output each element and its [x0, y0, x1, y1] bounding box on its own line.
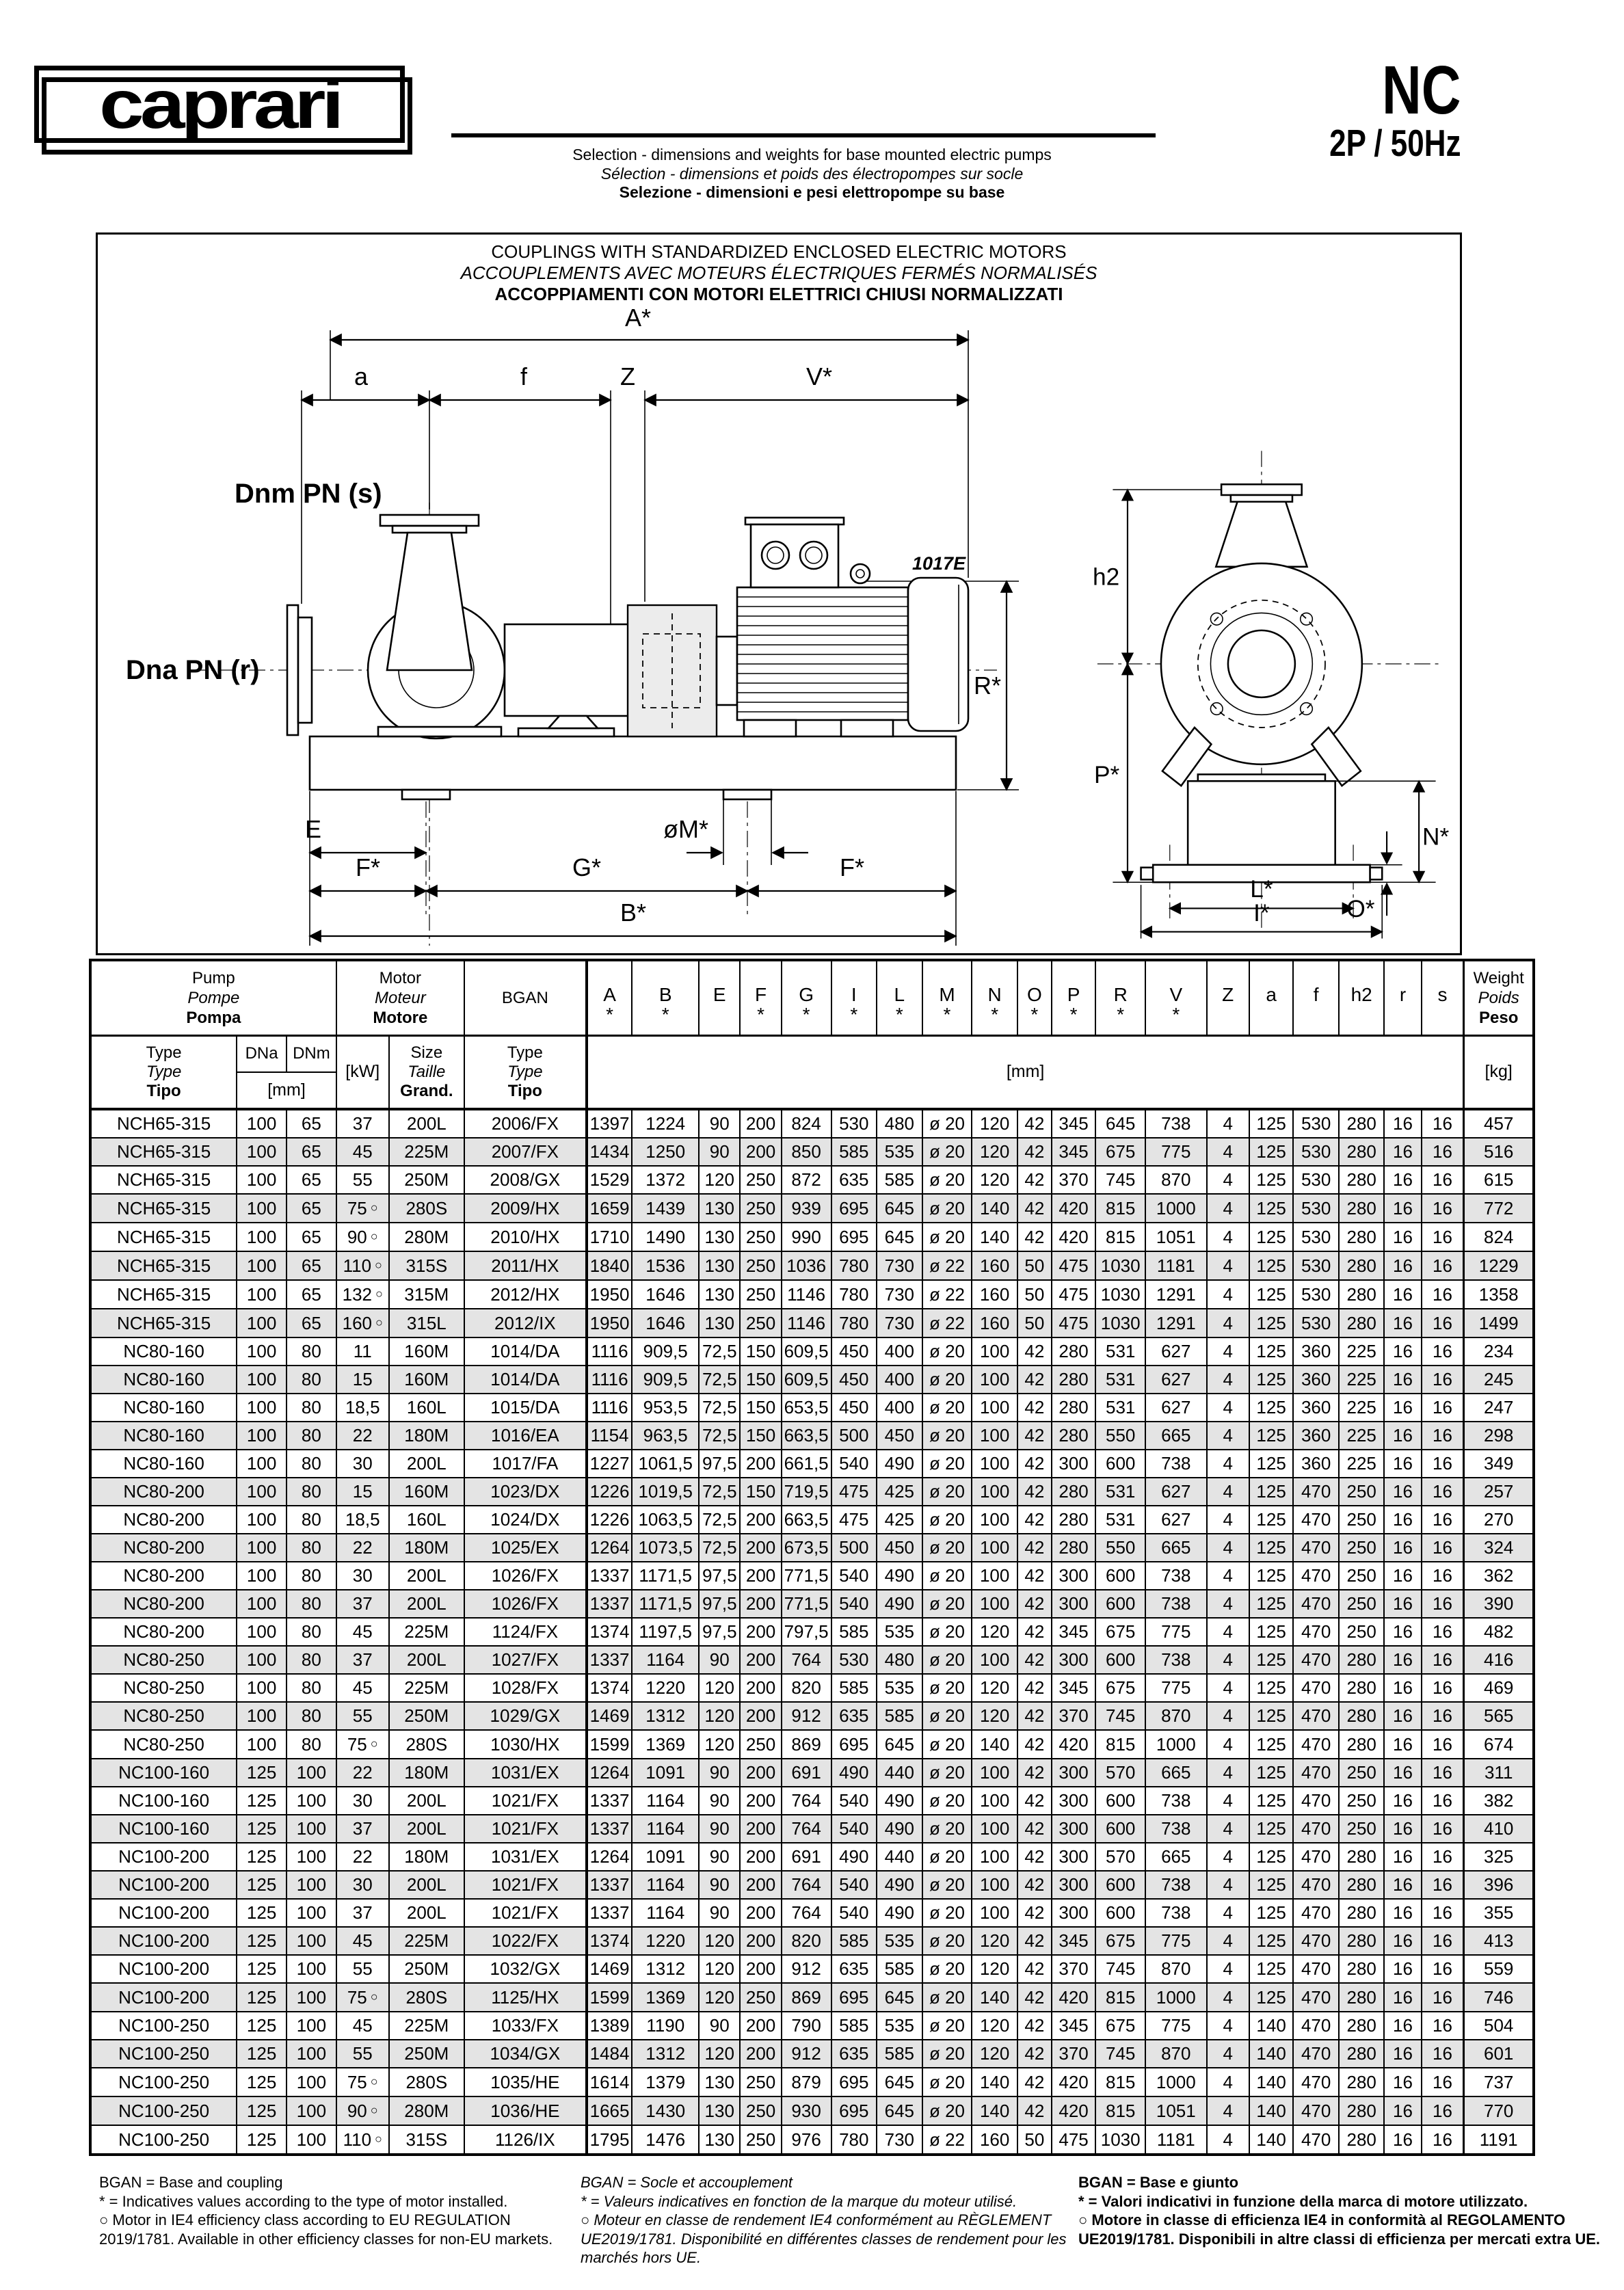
footnote-line: BGAN = Base e giunto — [1078, 2174, 1239, 2191]
table-row: NC100-250 125 100 90 ○ 280M 1036/HE 1665 1430 130 250 930 695 645 ø 20 140 42 420 815 1051 4 140 470 280 16 16 770 — [90, 2096, 1534, 2125]
footnote-en — [99, 2173, 570, 2267]
col-header-N: N * — [972, 960, 1017, 1035]
table-row: NC100-200 125 100 30 200L 1021/FX 1337 1164 90 200 764 540 490 ø 20 100 42 300 600 738 4 125 470 280 16 16 396 — [90, 1871, 1534, 1899]
subtitle-fr: Sélection - dimensions et poids des électropompes sur socle — [600, 164, 1024, 183]
table-row: NC100-200 125 100 37 200L 1021/FX 1337 1164 90 200 764 540 490 ø 20 100 42 300 600 738 4 125 470 280 16 16 355 — [90, 1899, 1534, 1927]
table-row: NC100-250 125 100 110 ○ 315S 1126/IX 1795 1476 130 250 976 780 730 ø 22 160 50 475 1030 1181 4 140 470 280 16 16 1191 — [90, 2125, 1534, 2155]
col-header-G: G * — [782, 960, 831, 1035]
table-row: NC100-250 125 100 75 ○ 280S 1035/HE 1614 1379 130 250 879 695 645 ø 20 140 42 420 815 1000 4 140 470 280 16 16 737 — [90, 2068, 1534, 2096]
table-row: NC100-160 125 100 22 180M 1031/EX 1264 1091 90 200 691 490 440 ø 20 100 42 300 570 665 4 125 470 250 16 16 311 — [90, 1759, 1534, 1787]
pump-front-view-drawing — [1061, 441, 1456, 944]
table-row: NC80-200 100 80 30 200L 1026/FX 1337 1171,5 97,5 200 771,5 540 490 ø 20 100 42 300 600 738 4 125 470 250 16 16 362 — [90, 1562, 1534, 1590]
box-title-fr: ACCOUPLEMENTS AVEC MOTEURS ÉLECTRIQUES FERMÉS NORMALISÉS — [460, 263, 1097, 283]
table-row: NC80-250 100 80 37 200L 1027/FX 1337 1164 90 200 764 530 480 ø 20 100 42 300 600 738 4 125 470 280 16 16 416 — [90, 1646, 1534, 1674]
table-subheader-row — [90, 1035, 1534, 1072]
table-row: NC80-250 100 80 75 ○ 280S 1030/HX 1599 1369 120 250 869 695 645 ø 20 140 42 420 815 1000 4 125 470 280 16 16 674 — [90, 1730, 1534, 1759]
table-row: NC80-200 100 80 15 160M 1023/DX 1226 1019,5 72,5 150 719,5 475 425 ø 20 100 42 280 531 627 4 125 470 250 16 16 257 — [90, 1478, 1534, 1506]
table-row: NC100-200 125 100 45 225M 1022/FX 1374 1220 120 200 820 585 535 ø 20 120 42 345 675 775 4 125 470 280 16 16 413 — [90, 1927, 1534, 1955]
dim-label-L: L* — [1250, 875, 1273, 903]
box-title-it: ACCOPPIAMENTI CON MOTORI ELETTRICI CHIUSI NORMALIZZATI — [494, 284, 1063, 304]
bgan-type-subheader: Type Type Tipo — [464, 1035, 587, 1109]
dim-label-B: B* — [620, 898, 647, 927]
table-header-groups — [90, 960, 1534, 1035]
table-row: NCH65-315 100 65 90 ○ 280M 2010/HX 1710 1490 130 250 990 695 645 ø 20 140 42 420 815 1051 4 125 530 280 16 16 824 — [90, 1223, 1534, 1251]
pump-unit-shapes — [287, 515, 968, 799]
table-row: NC100-250 125 100 45 225M 1033/FX 1389 1190 90 200 790 585 535 ø 20 120 42 345 675 775 4 140 470 280 16 16 504 — [90, 2012, 1534, 2040]
table-row: NCH65-315 100 65 132 ○ 315M 2012/HX 1950 1646 130 250 1146 780 730 ø 22 160 50 475 1030 1291 4 125 530 280 16 16 1358 — [90, 1280, 1534, 1309]
dim-label-h2: h2 — [1092, 563, 1120, 591]
pump-group-header: Pump Pompe Pompa — [90, 960, 336, 1035]
dimensions-weights-table — [89, 959, 1535, 2156]
dnm-subheader: DNm — [287, 1035, 336, 1072]
table-row: NC100-200 125 100 75 ○ 280S 1125/HX 1599 1369 120 250 869 695 645 ø 20 140 42 420 815 1000 4 125 470 280 16 16 746 — [90, 1983, 1534, 2012]
table-row: NC80-160 100 80 30 200L 1017/FA 1227 1061,5 97,5 200 661,5 540 490 ø 20 100 42 300 600 738 4 125 360 225 16 16 349 — [90, 1450, 1534, 1478]
table-row: NC80-250 100 80 45 225M 1028/FX 1374 1220 120 200 820 585 535 ø 20 120 42 345 675 775 4 125 470 280 16 16 469 — [90, 1674, 1534, 1702]
pump-side-view-drawing — [108, 297, 1059, 947]
header-rule — [451, 133, 1156, 137]
dim-label-I: I* — [1253, 900, 1270, 927]
subtitle-en: Selection - dimensions and weights for base mounted electric pumps — [572, 146, 1052, 163]
col-header-f: f — [1293, 960, 1339, 1035]
box-title — [98, 241, 1460, 305]
product-code: NC — [1382, 52, 1461, 129]
dn-mm-units-header: [mm] — [237, 1072, 336, 1109]
col-header-Z: Z — [1207, 960, 1249, 1035]
col-header-h2: h2 — [1339, 960, 1385, 1035]
table-row: NC80-160 100 80 18,5 160L 1015/DA 1116 953,5 72,5 150 653,5 450 400 ø 20 100 42 280 531 627 4 125 360 225 16 16 247 — [90, 1394, 1534, 1422]
table-row: NC80-200 100 80 37 200L 1026/FX 1337 1171,5 97,5 200 771,5 540 490 ø 20 100 42 300 600 738 4 125 470 250 16 16 390 — [90, 1590, 1534, 1618]
table-row: NC100-200 125 100 55 250M 1032/GX 1469 1312 120 200 912 635 585 ø 20 120 42 370 745 870 4 125 470 280 16 16 559 — [90, 1955, 1534, 1983]
footnote-line: BGAN = Socle et accouplement — [581, 2174, 793, 2191]
col-header-a: a — [1249, 960, 1293, 1035]
footnote-line: ○ Motor in IE4 efficiency class according to EU REGULATION 2019/1781. Available in other efficiency classes for non-EU markets. — [99, 2211, 553, 2248]
bgan-column-header: BGAN — [464, 960, 587, 1035]
weight-column-header: Weight Poids Peso — [1464, 960, 1534, 1035]
footnote-line: * = Valeurs indicatives en fonction de la marque du moteur utilisé. — [581, 2192, 1017, 2210]
dim-label-Z: Z — [620, 362, 635, 390]
table-row: NC100-160 125 100 30 200L 1021/FX 1337 1164 90 200 764 540 490 ø 20 100 42 300 600 738 4 125 470 250 16 16 382 — [90, 1787, 1534, 1815]
dnm-flange-label: Dnm PN (s) — [235, 479, 382, 509]
table-row: NC80-160 100 80 22 180M 1016/EA 1154 963,5 72,5 150 663,5 500 450 ø 20 100 42 280 550 665 4 125 360 225 16 16 298 — [90, 1422, 1534, 1450]
col-header-M: M * — [922, 960, 972, 1035]
pump-type-subheader: Type Type Tipo — [90, 1035, 237, 1109]
col-header-R: R * — [1095, 960, 1145, 1035]
table-row: NC80-250 100 80 55 250M 1029/GX 1469 1312 120 200 912 635 585 ø 20 120 42 370 745 870 4 125 470 280 16 16 565 — [90, 1702, 1534, 1730]
col-header-P: P * — [1052, 960, 1095, 1035]
col-header-s: s — [1422, 960, 1464, 1035]
front-view-shapes — [1141, 484, 1383, 882]
motor-group-header: Motor Moteur Motore — [336, 960, 464, 1035]
footnote-line: * = Indicatives values according to the type of motor installed. — [99, 2192, 508, 2210]
footnotes — [99, 2173, 1610, 2267]
dim-label-O: O* — [1346, 896, 1375, 923]
motor-size-subheader: Size Taille Grand. — [389, 1035, 464, 1109]
dim-label-M: øM* — [663, 815, 708, 843]
col-header-B: B * — [632, 960, 699, 1035]
caprari-logo-text: caprari — [98, 66, 341, 143]
col-header-E: E — [699, 960, 740, 1035]
footnote-line: ○ Moteur en classe de rendement IE4 conformément au RÈGLEMENT UE2019/1781. Disponibilité en différentes classes de rendement pour les marchés hors UE. — [581, 2211, 1067, 2266]
box-title-en: COUPLINGS WITH STANDARDIZED ENCLOSED ELECTRIC MOTORS — [491, 241, 1067, 262]
dim-label-f: f — [520, 362, 528, 390]
footnote-line: BGAN = Base and coupling — [99, 2174, 283, 2191]
table-row: NC80-200 100 80 22 180M 1025/EX 1264 1073,5 72,5 200 673,5 500 450 ø 20 100 42 280 550 665 4 125 470 250 16 16 324 — [90, 1534, 1534, 1562]
mm-units-header: [mm] — [587, 1035, 1464, 1109]
table-row: NC100-200 125 100 22 180M 1031/EX 1264 1091 90 200 691 490 440 ø 20 100 42 300 570 665 4 125 470 280 16 16 325 — [90, 1843, 1534, 1871]
dim-label-V: V* — [806, 362, 833, 390]
table-row: NC80-200 100 80 18,5 160L 1024/DX 1226 1063,5 72,5 200 663,5 475 425 ø 20 100 42 280 531 627 4 125 470 250 16 16 270 — [90, 1506, 1534, 1534]
dim-label-a: a — [354, 362, 369, 390]
table-row: NCH65-315 100 65 55 250M 2008/GX 1529 1372 120 250 872 635 585 ø 20 120 42 370 745 870 4 125 530 280 16 16 615 — [90, 1166, 1534, 1194]
dim-label-N: N* — [1422, 823, 1450, 851]
table-row: NC80-200 100 80 45 225M 1124/FX 1374 1197,5 97,5 200 797,5 585 535 ø 20 120 42 345 675 775 4 125 470 250 16 16 482 — [90, 1618, 1534, 1646]
col-header-I: I * — [831, 960, 877, 1035]
col-header-L: L * — [877, 960, 922, 1035]
couplings-drawing-box — [96, 232, 1462, 955]
table-row: NC100-250 125 100 55 250M 1034/GX 1484 1312 120 200 912 635 585 ø 20 120 42 370 745 870 4 140 470 280 16 16 601 — [90, 2040, 1534, 2068]
kg-units-header: [kg] — [1464, 1035, 1534, 1109]
dim-label-F-left: F* — [356, 853, 380, 881]
col-header-r: r — [1384, 960, 1421, 1035]
product-subcode: 2P / 50Hz — [1329, 122, 1461, 164]
footnote-line: ○ Motore in classe di efficienza IE4 in conformità al REGOLAMENTO UE2019/1781. Disponibili in altre classi di efficienza per mercati extra UE. — [1078, 2211, 1600, 2248]
table-row: NCH65-315 100 65 110 ○ 315S 2011/HX 1840 1536 130 250 1036 780 730 ø 22 160 50 475 1030 1181 4 125 530 280 16 16 1229 — [90, 1251, 1534, 1280]
dim-label-F-right: F* — [840, 853, 864, 881]
col-header-F: F * — [740, 960, 781, 1035]
table-row: NC100-160 125 100 37 200L 1021/FX 1337 1164 90 200 764 540 490 ø 20 100 42 300 600 738 4 125 470 250 16 16 410 — [90, 1815, 1534, 1843]
table-row: NCH65-315 100 65 75 ○ 280S 2009/HX 1659 1439 130 250 939 695 645 ø 20 140 42 420 815 1000 4 125 530 280 16 16 772 — [90, 1194, 1534, 1223]
col-header-O: O * — [1017, 960, 1052, 1035]
footnote-it — [1078, 2173, 1605, 2267]
dim-label-R: R* — [973, 671, 1001, 700]
subtitle-it: Selezione - dimensioni e pesi elettropompe su base — [619, 183, 1005, 201]
dim-label-G: G* — [572, 853, 602, 881]
dna-flange-label: Dna PN (r) — [126, 655, 260, 685]
dim-label-A: A* — [624, 304, 652, 332]
footnote-fr — [581, 2173, 1067, 2267]
footnote-line: * = Valori indicativi in funzione della marca di motore utilizzato. — [1078, 2192, 1528, 2210]
table-row: NCH65-315 100 65 37 200L 2006/FX 1397 1224 90 200 824 530 480 ø 20 120 42 345 645 738 4 125 530 280 16 16 457 — [90, 1109, 1534, 1138]
dim-label-P: P* — [1093, 762, 1120, 789]
table-row: NCH65-315 100 65 160 ○ 315L 2012/IX 1950 1646 130 250 1146 780 730 ø 22 160 50 475 1030 1291 4 125 530 280 16 16 1499 — [90, 1309, 1534, 1337]
motor-ref-code: 1017E — [912, 553, 966, 574]
col-header-V: V * — [1145, 960, 1206, 1035]
col-header-A: A * — [587, 960, 633, 1035]
table-row: NC80-160 100 80 11 160M 1014/DA 1116 909,5 72,5 150 609,5 450 400 ø 20 100 42 280 531 627 4 125 360 225 16 16 234 — [90, 1337, 1534, 1366]
caprari-logo — [34, 66, 405, 143]
dna-subheader: DNa — [237, 1035, 287, 1072]
dim-label-E: E — [304, 815, 322, 843]
kw-subheader: [kW] — [336, 1035, 389, 1109]
table-row: NCH65-315 100 65 45 225M 2007/FX 1434 1250 90 200 850 585 535 ø 20 120 42 345 675 775 4 125 530 280 16 16 516 — [90, 1138, 1534, 1166]
table-row: NC80-160 100 80 15 160M 1014/DA 1116 909,5 72,5 150 609,5 450 400 ø 20 100 42 280 531 627 4 125 360 225 16 16 245 — [90, 1366, 1534, 1394]
